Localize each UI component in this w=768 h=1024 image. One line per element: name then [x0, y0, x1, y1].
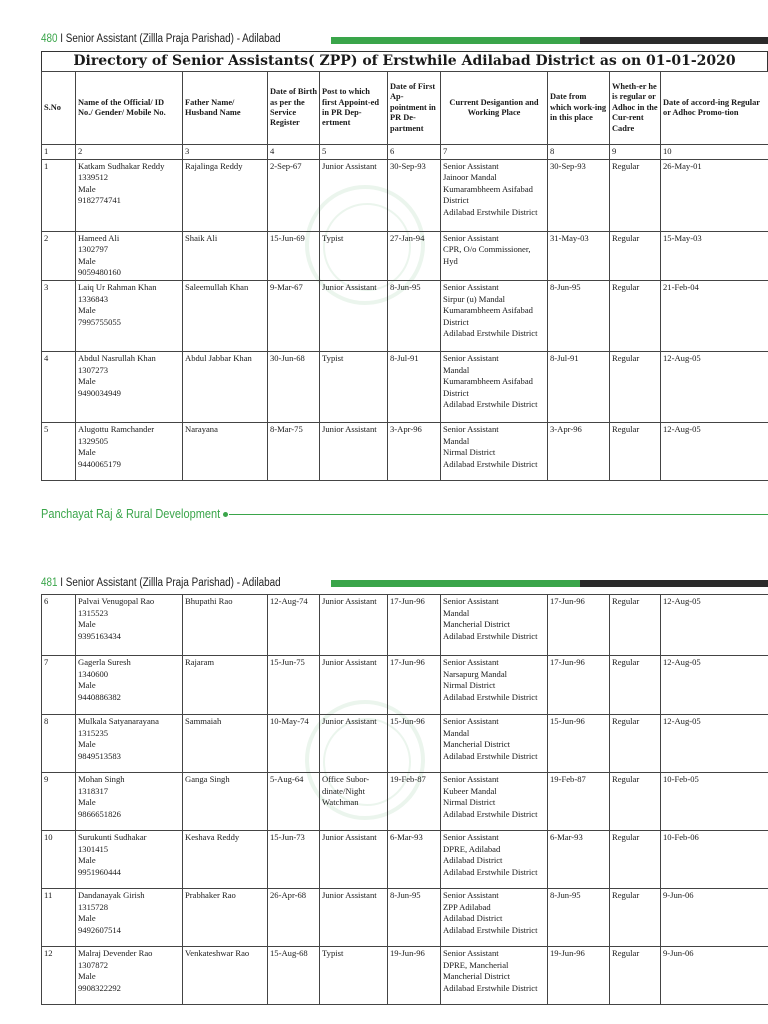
cell-status: Regular [610, 831, 661, 889]
header-dark-bar [580, 37, 768, 44]
cell-post: Typist [320, 351, 388, 422]
cell-father: Sammaiah [183, 715, 268, 773]
cell-post: Junior Assistant [320, 715, 388, 773]
footer-department-label: Panchayat Raj & Rural Development [41, 507, 221, 521]
column-number: 5 [320, 145, 388, 160]
directory-title: Directory of Senior Assistants( ZPP) of Erstwhile Adilabad District as on 01-01-2020 [41, 51, 768, 71]
cell-sno: 10 [42, 831, 76, 889]
cell-date-from: 19-Feb-87 [548, 773, 610, 831]
section-footer [41, 505, 768, 523]
cell-father: Rajaram [183, 656, 268, 715]
cell-first-appt: 17-Jun-96 [388, 656, 441, 715]
cell-date-from: 19-Jun-96 [548, 947, 610, 1005]
header-accent-bar [331, 37, 580, 44]
page-header-top [0, 32, 768, 46]
cell-name: Malraj Devender Rao 1307872 Male 9908322292 [76, 947, 183, 1005]
column-header: Name of the Official/ ID No./ Gender/ Mobile No. [76, 72, 183, 145]
column-header: Post to which first Appoint-ed in PR Dep-ertment [320, 72, 388, 145]
page-header-bottom [0, 576, 768, 590]
column-header: Date of First Ap-pointment in PR De-partment [388, 72, 441, 145]
cell-first-appt: 6-Mar-93 [388, 831, 441, 889]
column-header: Wheth-er he is regular or Adhoc in the Cur-rent Cadre [610, 72, 661, 145]
cell-first-appt: 8-Jun-95 [388, 280, 441, 351]
column-number: 10 [661, 145, 768, 160]
table-row [42, 656, 768, 715]
cell-first-appt: 8-Jun-95 [388, 889, 441, 947]
cell-sno: 2 [42, 231, 76, 280]
cell-sno: 11 [42, 889, 76, 947]
table-header-row [42, 72, 768, 145]
table-row [42, 159, 768, 231]
cell-promo-date: 9-Jun-06 [661, 889, 768, 947]
cell-date-from: 6-Mar-93 [548, 831, 610, 889]
cell-status: Regular [610, 159, 661, 231]
cell-status: Regular [610, 656, 661, 715]
cell-date-from: 15-Jun-96 [548, 715, 610, 773]
cell-promo-date: 26-May-01 [661, 159, 768, 231]
page-header-title: I Senior Assistant (Zillla Praja Parishad) - Adilabad [57, 577, 281, 589]
cell-current: Senior Assistant Kubeer Mandal Nirmal District Adilabad Erstwhile District [441, 773, 548, 831]
cell-father: Bhupathi Rao [183, 595, 268, 656]
column-number: 3 [183, 145, 268, 160]
cell-promo-date: 12-Aug-05 [661, 715, 768, 773]
cell-post: Typist [320, 947, 388, 1005]
cell-sno: 9 [42, 773, 76, 831]
cell-father: Prabhaker Rao [183, 889, 268, 947]
cell-sno: 3 [42, 280, 76, 351]
cell-sno: 12 [42, 947, 76, 1005]
cell-father: Narayana [183, 422, 268, 480]
cell-dob: 2-Sep-67 [268, 159, 320, 231]
cell-dob: 5-Aug-64 [268, 773, 320, 831]
cell-name: Alugottu Ramchander 1329505 Male 9440065179 [76, 422, 183, 480]
cell-current: Senior Assistant CPR, O/o Commissioner, Hyd [441, 231, 548, 280]
cell-dob: 26-Apr-68 [268, 889, 320, 947]
header-accent-bar [331, 580, 580, 587]
cell-date-from: 8-Jun-95 [548, 889, 610, 947]
cell-current: Senior Assistant Mandal Mancherial District Adilabad Erstwhile District [441, 715, 548, 773]
officials-table-bottom [41, 594, 768, 1005]
cell-promo-date: 21-Feb-04 [661, 280, 768, 351]
table-row [42, 947, 768, 1005]
column-number: 7 [441, 145, 548, 160]
cell-date-from: 8-Jul-91 [548, 351, 610, 422]
cell-sno: 4 [42, 351, 76, 422]
cell-status: Regular [610, 280, 661, 351]
footer-rule [229, 514, 768, 515]
cell-father: Shaik Ali [183, 231, 268, 280]
cell-current: Senior Assistant Mandal Nirmal District Adilabad Erstwhile District [441, 422, 548, 480]
table-row [42, 280, 768, 351]
column-number: 2 [76, 145, 183, 160]
cell-post: Junior Assistant [320, 831, 388, 889]
cell-first-appt: 17-Jun-96 [388, 595, 441, 656]
cell-name: Laiq Ur Rahman Khan 1336843 Male 7995755055 [76, 280, 183, 351]
cell-sno: 5 [42, 422, 76, 480]
cell-current: Senior Assistant DPRE, Mancherial Mancherial District Adilabad Erstwhile District [441, 947, 548, 1005]
cell-father: Keshava Reddy [183, 831, 268, 889]
cell-name: Abdul Nasrullah Khan 1307273 Male 9490034949 [76, 351, 183, 422]
page-header-title: I Senior Assistant (Zillla Praja Parishad) - Adilabad [57, 33, 281, 45]
cell-first-appt: 27-Jan-94 [388, 231, 441, 280]
cell-date-from: 8-Jun-95 [548, 280, 610, 351]
cell-post: Junior Assistant [320, 656, 388, 715]
cell-dob: 15-Aug-68 [268, 947, 320, 1005]
cell-current: Senior Assistant Mandal Kumarambheem Asifabad District Adilabad Erstwhile District [441, 351, 548, 422]
table-row [42, 715, 768, 773]
page-header-label [41, 576, 281, 590]
cell-current: Senior Assistant Sirpur (u) Mandal Kumarambheem Asifabad District Adilabad Erstwhile District [441, 280, 548, 351]
cell-promo-date: 10-Feb-05 [661, 773, 768, 831]
cell-post: Typist [320, 231, 388, 280]
cell-date-from: 17-Jun-96 [548, 595, 610, 656]
table-row [42, 351, 768, 422]
cell-dob: 8-Mar-75 [268, 422, 320, 480]
column-number-row [42, 145, 768, 160]
cell-name: Palvai Venugopal Rao 1315523 Male 9395163434 [76, 595, 183, 656]
cell-current: Senior Assistant Narsapurg Mandal Nirmal District Adilabad Erstwhile District [441, 656, 548, 715]
cell-sno: 6 [42, 595, 76, 656]
cell-post: Junior Assistant [320, 889, 388, 947]
cell-status: Regular [610, 422, 661, 480]
cell-name: Mulkala Satyanarayana 1315235 Male 9849513583 [76, 715, 183, 773]
cell-post: Junior Assistant [320, 595, 388, 656]
cell-name: Gagerla Suresh 1340600 Male 9440886382 [76, 656, 183, 715]
cell-sno: 8 [42, 715, 76, 773]
cell-promo-date: 12-Aug-05 [661, 595, 768, 656]
column-header: Date of Birth as per the Service Register [268, 72, 320, 145]
column-number: 9 [610, 145, 661, 160]
cell-name: Katkam Sudhakar Reddy 1339512 Male 9182774741 [76, 159, 183, 231]
cell-first-appt: 19-Feb-87 [388, 773, 441, 831]
cell-father: Ganga Singh [183, 773, 268, 831]
table-row [42, 231, 768, 280]
table-row [42, 831, 768, 889]
cell-first-appt: 8-Jul-91 [388, 351, 441, 422]
cell-name: Surukunti Sudhakar 1301415 Male 9951960444 [76, 831, 183, 889]
cell-name: Dandanayak Girish 1315728 Male 9492607514 [76, 889, 183, 947]
cell-status: Regular [610, 351, 661, 422]
cell-current: Senior Assistant DPRE, Adilabad Adilabad District Adilabad Erstwhile District [441, 831, 548, 889]
cell-dob: 15-Jun-75 [268, 656, 320, 715]
cell-dob: 30-Jun-68 [268, 351, 320, 422]
page-number: 481 [41, 577, 58, 589]
column-number: 8 [548, 145, 610, 160]
cell-name: Mohan Singh 1318317 Male 9866651826 [76, 773, 183, 831]
cell-promo-date: 12-Aug-05 [661, 351, 768, 422]
cell-promo-date: 10-Feb-06 [661, 831, 768, 889]
cell-status: Regular [610, 715, 661, 773]
cell-father: Rajalinga Reddy [183, 159, 268, 231]
column-number: 1 [42, 145, 76, 160]
cell-date-from: 30-Sep-93 [548, 159, 610, 231]
cell-first-appt: 3-Apr-96 [388, 422, 441, 480]
cell-dob: 15-Jun-69 [268, 231, 320, 280]
cell-first-appt: 30-Sep-93 [388, 159, 441, 231]
cell-post: Junior Assistant [320, 159, 388, 231]
column-header: Father Name/ Husband Name [183, 72, 268, 145]
column-number: 4 [268, 145, 320, 160]
column-header: Date from which work-ing in this place [548, 72, 610, 145]
officials-table-top [41, 71, 768, 481]
cell-promo-date: 12-Aug-05 [661, 422, 768, 480]
column-header: S.No [42, 72, 76, 145]
cell-promo-date: 12-Aug-05 [661, 656, 768, 715]
cell-first-appt: 19-Jun-96 [388, 947, 441, 1005]
cell-promo-date: 9-Jun-06 [661, 947, 768, 1005]
column-number: 6 [388, 145, 441, 160]
cell-status: Regular [610, 889, 661, 947]
cell-father: Venkateshwar Rao [183, 947, 268, 1005]
table-row [42, 422, 768, 480]
cell-post: Junior Assistant [320, 280, 388, 351]
header-dark-bar [580, 580, 768, 587]
cell-current: Senior Assistant ZPP Adilabad Adilabad District Adilabad Erstwhile District [441, 889, 548, 947]
table-row [42, 595, 768, 656]
cell-current: Senior Assistant Jainoor Mandal Kumarambheem Asifabad District Adilabad Erstwhile District [441, 159, 548, 231]
cell-post: Junior Assistant [320, 422, 388, 480]
cell-status: Regular [610, 947, 661, 1005]
cell-first-appt: 15-Jun-96 [388, 715, 441, 773]
column-header: Date of accord-ing Regular or Adhoc Promo-tion [661, 72, 768, 145]
cell-sno: 1 [42, 159, 76, 231]
page-number: 480 [41, 33, 58, 45]
table-row [42, 773, 768, 831]
cell-status: Regular [610, 595, 661, 656]
footer-dot [223, 512, 228, 517]
cell-status: Regular [610, 773, 661, 831]
cell-dob: 9-Mar-67 [268, 280, 320, 351]
cell-date-from: 17-Jun-96 [548, 656, 610, 715]
cell-name: Hameed Ali 1302797 Male 9059480160 [76, 231, 183, 280]
cell-dob: 15-Jun-73 [268, 831, 320, 889]
cell-dob: 10-May-74 [268, 715, 320, 773]
cell-current: Senior Assistant Mandal Mancherial District Adilabad Erstwhile District [441, 595, 548, 656]
cell-father: Saleemullah Khan [183, 280, 268, 351]
cell-sno: 7 [42, 656, 76, 715]
cell-status: Regular [610, 231, 661, 280]
cell-father: Abdul Jabbar Khan [183, 351, 268, 422]
cell-dob: 12-Aug-74 [268, 595, 320, 656]
cell-date-from: 3-Apr-96 [548, 422, 610, 480]
cell-promo-date: 15-May-03 [661, 231, 768, 280]
cell-date-from: 31-May-03 [548, 231, 610, 280]
table-row [42, 889, 768, 947]
column-header: Current Desigantion and Working Place [441, 72, 548, 145]
page-header-label [41, 32, 281, 46]
cell-post: Office Subor-dinate/Night Watchman [320, 773, 388, 831]
